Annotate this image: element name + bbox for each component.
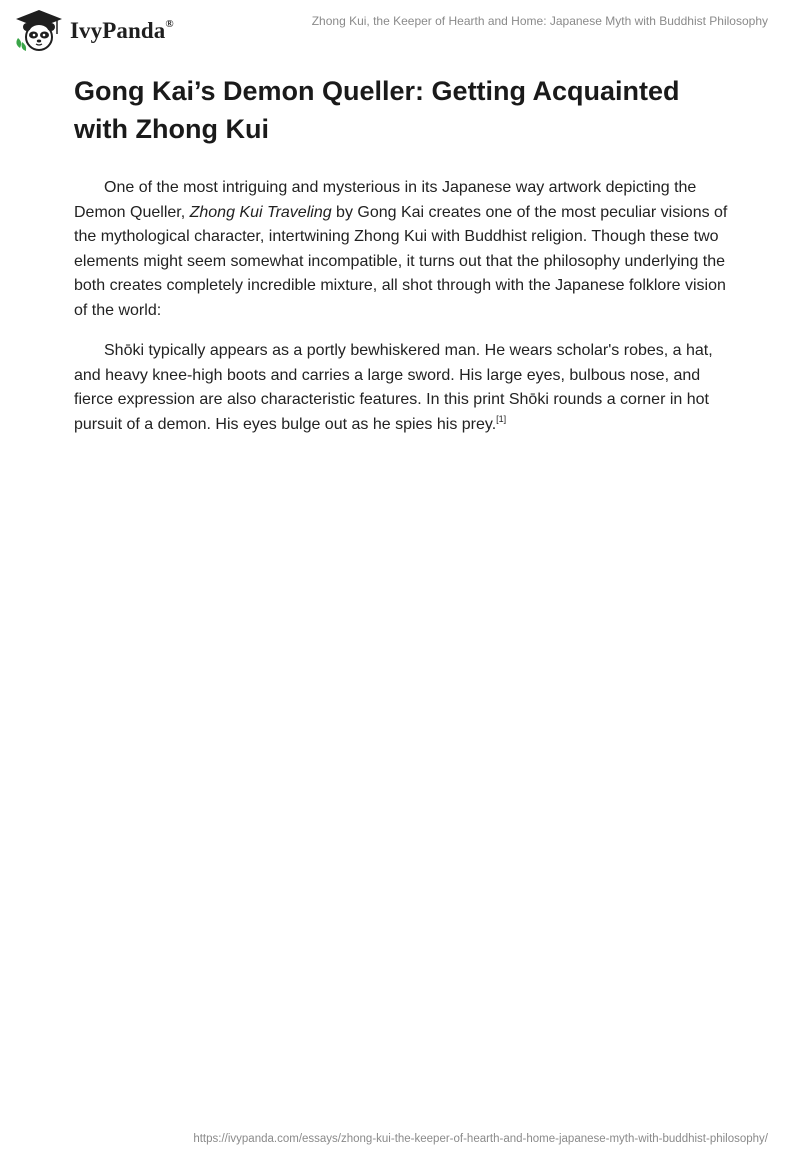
block-quote: [74, 339, 734, 437]
paragraph-intro: [74, 176, 734, 323]
source-url[interactable]: https://ivypanda.com/essays/zhong-kui-the-keeper-of-hearth-and-home-japanese-myth-with-buddhist-philosophy/: [193, 1133, 768, 1145]
paragraph-intro-text-2: by Gong Kai creates one of the most peculiar visions of the mythological character, intertwining Zhong Kui with Buddhist religion. Though these two elements might seem somewhat incompatible, it turns out that the philosophy underlying the both creates completely incredible mixture, all shot through with the Japanese folklore vision of the world:: [74, 203, 728, 319]
paragraph-intro-text-1: One of the most intriguing and mysterious in its Japanese way artwork depicting the Demon Queller,: [74, 179, 697, 221]
ivypanda-logo[interactable]: [14, 8, 174, 52]
logo-text: IvyPanda: [70, 18, 166, 43]
registered-mark: ®: [165, 18, 174, 31]
article-body: [74, 72, 734, 453]
footnote-reference[interactable]: [1]: [496, 413, 507, 424]
document-title: Zhong Kui, the Keeper of Hearth and Home: Japanese Myth with Buddhist Philosophy: [311, 14, 768, 28]
page-header: [0, 0, 800, 60]
artwork-title: Zhong Kui Traveling: [189, 203, 332, 221]
quote-text: Shōki typically appears as a portly bewhiskered man. He wears scholar's robes, a hat, and heavy knee-high boots and carries a large sword. His large eyes, bulbous nose, and fierce expression are also characteristic features. In this print Shōki rounds a corner in hot pursuit of a demon. His eyes bulge out as he spies his prey.: [74, 342, 713, 433]
panda-graduate-icon: [14, 8, 64, 52]
section-heading: Gong Kai’s Demon Queller: Getting Acquainted with Zhong Kui: [74, 76, 680, 144]
logo-wordmark: [70, 18, 174, 44]
